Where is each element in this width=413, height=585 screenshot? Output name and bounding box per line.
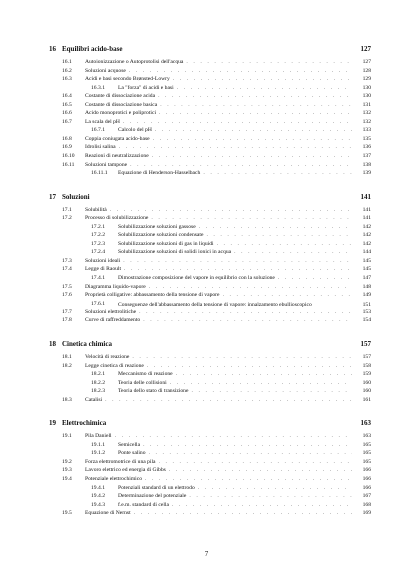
section-entry[interactable] xyxy=(49,467,371,476)
entry-title: Soluzioni acquose xyxy=(85,67,126,74)
subsection-entry[interactable] xyxy=(49,450,371,459)
entry-page: 149 xyxy=(362,292,371,299)
dot-leader xyxy=(203,170,352,176)
entry-number: 16.7 xyxy=(62,118,72,125)
entry-page: 144 xyxy=(362,249,371,256)
subsection-entry[interactable] xyxy=(49,170,371,179)
entry-title: Solubilizzazione soluzioni condensate xyxy=(118,232,204,239)
entry-page: 129 xyxy=(362,76,371,83)
entry-title: Potenziali standard di un elettrodo xyxy=(118,484,195,491)
dot-leader xyxy=(123,258,352,264)
chapter-number: 19 xyxy=(49,419,56,428)
entry-title: Acidi e basi secondo Brønsted-Lowry xyxy=(85,76,170,83)
dot-leader xyxy=(234,249,352,255)
dot-leader xyxy=(123,119,352,125)
section-entry[interactable] xyxy=(49,510,371,519)
dot-leader xyxy=(145,476,352,482)
entry-page: 132 xyxy=(362,110,371,117)
entry-title: Curve di raffreddamento xyxy=(85,317,141,324)
entry-number: 16.1 xyxy=(62,59,72,65)
entry-number: 18.2.2 xyxy=(91,379,105,386)
dot-leader xyxy=(119,144,352,150)
entry-page: 166 xyxy=(362,484,371,491)
entry-number: 17.5 xyxy=(62,283,72,290)
entry-page: 137 xyxy=(362,153,371,160)
table-of-contents xyxy=(49,45,371,519)
section-entry[interactable] xyxy=(49,215,371,224)
entry-number: 18.2.3 xyxy=(91,388,105,395)
dot-leader xyxy=(147,363,352,369)
entry-number: 16.3 xyxy=(62,76,72,83)
entry-number: 17.2.2 xyxy=(91,232,105,239)
dot-leader xyxy=(186,59,352,65)
entry-number: 17.8 xyxy=(62,317,72,324)
dot-leader xyxy=(159,459,352,465)
section-entry[interactable] xyxy=(49,153,371,162)
entry-number: 16.10 xyxy=(62,153,75,160)
section-entry[interactable] xyxy=(49,266,371,275)
section-entry[interactable] xyxy=(49,144,371,153)
entry-page: 167 xyxy=(362,493,371,500)
section-entry[interactable] xyxy=(49,433,371,442)
entry-title: Costante di dissociazione basica xyxy=(85,101,158,108)
entry-title: Soluzioni elettrolitiche xyxy=(85,308,137,315)
entry-number: 16.3.1 xyxy=(91,84,105,91)
entry-page: 141 xyxy=(362,215,371,222)
entry-number: 19.1.2 xyxy=(91,450,105,457)
entry-title: Equazione di Henderson-Hasselbach xyxy=(118,170,201,177)
entry-page: 158 xyxy=(362,362,371,369)
entry-number: 17.4 xyxy=(62,266,72,273)
entry-number: 16.2 xyxy=(62,67,72,74)
entry-page: 157 xyxy=(362,353,371,360)
entry-page: 142 xyxy=(362,232,371,239)
entry-title: Forza elettromotrice di una pila xyxy=(85,458,156,465)
entry-title: Determinazione del potenziale xyxy=(118,493,187,500)
dot-leader xyxy=(105,397,352,403)
entry-title: Idrolisi salina xyxy=(85,144,116,151)
entry-page: 130 xyxy=(362,93,371,100)
section-entry[interactable] xyxy=(49,76,371,85)
dot-leader xyxy=(143,317,352,323)
entry-number: 19.1 xyxy=(62,433,72,440)
chapter-heading[interactable] xyxy=(49,340,371,350)
entry-title: Soluzioni tampone xyxy=(85,161,128,168)
chapter-page: 163 xyxy=(360,419,371,428)
dot-leader xyxy=(189,493,352,499)
subsection-entry[interactable] xyxy=(49,224,371,233)
entry-page: 147 xyxy=(362,275,371,282)
dot-leader xyxy=(152,153,352,159)
entry-title: La scala del pH xyxy=(85,118,120,125)
entry-page: 151 xyxy=(362,301,371,308)
dot-leader xyxy=(153,136,352,142)
dot-leader xyxy=(172,502,352,508)
entry-page: 130 xyxy=(362,84,371,91)
section-entry[interactable] xyxy=(49,354,371,363)
dot-leader xyxy=(191,388,352,394)
entry-page: 169 xyxy=(362,510,371,517)
entry-page: 141 xyxy=(362,206,371,213)
subsection-entry[interactable] xyxy=(49,502,371,511)
entry-title: Coppia coniugata acido-base xyxy=(85,135,150,142)
entry-title: Processo di solubilizzazione xyxy=(85,215,149,222)
entry-page: 165 xyxy=(362,458,371,465)
entry-number: 17.6 xyxy=(62,292,72,299)
chapter-number: 16 xyxy=(49,45,56,53)
entry-page: 148 xyxy=(362,283,371,290)
entry-number: 16.11.1 xyxy=(91,170,108,177)
entry-title: Solubilizzazione soluzioni gassose xyxy=(118,223,196,230)
section-entry[interactable] xyxy=(49,93,371,102)
entry-page: 127 xyxy=(362,59,371,65)
entry-title: Legge di Raoult xyxy=(85,266,122,273)
section-entry[interactable] xyxy=(49,363,371,372)
section-entry[interactable] xyxy=(49,459,371,468)
entry-number: 18.3 xyxy=(62,396,72,403)
entry-number: 17.1 xyxy=(62,206,72,213)
entry-page: 165 xyxy=(362,450,371,457)
chapter-heading[interactable] xyxy=(49,419,371,429)
entry-number: 16.11 xyxy=(62,161,75,168)
dot-leader xyxy=(134,510,352,516)
entry-title: Calcolo del pH xyxy=(118,127,152,134)
entry-number: 16.8 xyxy=(62,135,72,142)
entry-number: 17.7 xyxy=(62,308,72,315)
subsection-entry[interactable] xyxy=(49,127,371,136)
section-entry[interactable] xyxy=(49,162,371,171)
entry-title: Solubilità xyxy=(85,206,107,213)
entry-page: 132 xyxy=(362,118,371,125)
entry-page: 160 xyxy=(362,388,371,395)
entry-title: Legge cinetica di reazione xyxy=(85,362,144,369)
entry-title: La "forza" di acidi e basi xyxy=(118,84,174,91)
subsection-entry[interactable] xyxy=(49,249,371,258)
section-entry[interactable] xyxy=(49,317,371,326)
page-number: 7 xyxy=(204,550,209,558)
dot-leader xyxy=(176,371,352,377)
entry-title: Soluzioni ideali xyxy=(85,257,121,264)
dot-leader xyxy=(278,275,352,281)
entry-title: Costante di dissociazione acida xyxy=(85,93,156,100)
section-entry[interactable] xyxy=(49,207,371,216)
entry-page: 166 xyxy=(362,467,371,474)
entry-page: 138 xyxy=(362,161,371,168)
entry-number: 18.2.1 xyxy=(91,371,105,378)
dot-leader xyxy=(199,224,352,230)
chapter-title: Cinetica chimica xyxy=(62,339,112,348)
entry-page: 161 xyxy=(362,396,371,403)
entry-title: Pila Daniell xyxy=(85,433,112,440)
dot-leader xyxy=(124,266,352,272)
dot-leader xyxy=(198,485,352,491)
chapter-heading[interactable] xyxy=(49,45,371,55)
entry-number: 16.6 xyxy=(62,110,72,117)
entry-number: 19.2 xyxy=(62,458,72,465)
entry-page: 131 xyxy=(362,101,371,108)
section-entry[interactable] xyxy=(49,476,371,485)
entry-number: 18.1 xyxy=(62,353,72,360)
entry-number: 19.4.3 xyxy=(91,501,105,508)
dot-leader xyxy=(173,76,352,82)
entry-number: 19.4 xyxy=(62,475,72,482)
dot-leader xyxy=(170,380,352,386)
dot-leader xyxy=(158,93,352,99)
entry-title: Proprietà colligative: abbassamento della tensione di vapore xyxy=(85,292,220,299)
subsection-entry[interactable] xyxy=(49,371,371,380)
dot-leader xyxy=(149,450,352,456)
subsection-entry[interactable] xyxy=(49,301,371,309)
chapter-number: 18 xyxy=(49,339,56,348)
chapter-title: Soluzioni xyxy=(62,192,90,201)
entry-number: 19.1.1 xyxy=(91,441,105,448)
dot-leader xyxy=(206,232,352,238)
subsection-entry[interactable] xyxy=(49,275,371,284)
entry-page: 145 xyxy=(362,266,371,273)
entry-title: Dimostrazione composizione del vapore in equilibrio con la soluzione xyxy=(118,275,275,282)
entry-title: Catalisi xyxy=(85,396,103,403)
entry-number: 19.4.2 xyxy=(91,493,105,500)
entry-page: 159 xyxy=(362,371,371,378)
dot-leader xyxy=(160,102,352,108)
entry-title: Ponte salino xyxy=(118,450,146,457)
entry-page: 139 xyxy=(362,170,371,177)
entry-page: 153 xyxy=(362,308,371,315)
dot-leader xyxy=(149,284,352,290)
entry-number: 16.9 xyxy=(62,144,72,151)
entry-page: 133 xyxy=(362,127,371,134)
subsection-entry[interactable] xyxy=(49,493,371,502)
section-entry[interactable] xyxy=(49,136,371,145)
entry-page: 160 xyxy=(362,379,371,386)
entry-page: 142 xyxy=(362,223,371,230)
entry-number: 16.5 xyxy=(62,101,72,108)
entry-page: 165 xyxy=(362,441,371,448)
entry-page: 135 xyxy=(362,135,371,142)
chapter-title: Equilibri acido-base xyxy=(62,45,123,53)
section-entry[interactable] xyxy=(49,397,371,406)
entry-title: Potenziale elettrochimico xyxy=(85,475,143,482)
entry-title: Equazione di Nernst xyxy=(85,510,131,517)
entry-number: 19.5 xyxy=(62,510,72,517)
entry-title: Autoionizzazione o Autoprotolisi dell'acqua xyxy=(85,59,184,65)
entry-number: 17.2.4 xyxy=(91,249,105,256)
entry-number: 17.6.1 xyxy=(91,300,105,307)
entry-title: Teoria delle collisioni xyxy=(118,379,167,386)
subsection-entry[interactable] xyxy=(49,485,371,494)
section-entry[interactable] xyxy=(49,292,371,301)
entry-page: 163 xyxy=(362,433,371,440)
entry-number: 18.2 xyxy=(62,362,72,369)
section-entry[interactable] xyxy=(49,119,371,128)
entry-title: Conseguenze dell'abbassamento della tensione di vapore: innalzamento ebullioscopico xyxy=(118,301,312,308)
section-entry[interactable] xyxy=(49,68,371,77)
entry-number: 17.4.1 xyxy=(91,275,105,282)
section-entry[interactable] xyxy=(49,284,371,293)
subsection-entry[interactable] xyxy=(49,442,371,451)
entry-title: Meccanismo di reazione xyxy=(118,371,173,378)
section-entry[interactable] xyxy=(49,102,371,111)
entry-title: Teoria dello stato di transizione xyxy=(118,388,189,395)
section-entry[interactable] xyxy=(49,258,371,267)
entry-number: 17.2.1 xyxy=(91,223,105,230)
entry-page: 168 xyxy=(362,501,371,508)
entry-title: Lavoro elettrico ed energia di Gibbs xyxy=(85,467,166,474)
chapter-page: 127 xyxy=(360,45,371,53)
entry-page: 166 xyxy=(362,475,371,482)
dot-leader xyxy=(177,85,352,91)
entry-number: 19.3 xyxy=(62,467,72,474)
subsection-entry[interactable] xyxy=(49,241,371,250)
chapter-page: 157 xyxy=(360,339,371,348)
dot-leader xyxy=(143,442,352,448)
entry-number: 16.7.1 xyxy=(91,127,105,134)
entry-number: 17.2.3 xyxy=(91,240,105,247)
entry-page: 154 xyxy=(362,317,371,324)
entry-title: Velocità di reazione xyxy=(85,353,130,360)
entry-number: 16.4 xyxy=(62,93,72,100)
dot-leader xyxy=(217,241,352,247)
entry-title: Semicella xyxy=(118,441,141,448)
subsection-entry[interactable] xyxy=(49,380,371,389)
entry-number: 17.2 xyxy=(62,215,72,222)
section-entry[interactable] xyxy=(49,110,371,119)
subsection-entry[interactable] xyxy=(49,232,371,241)
entry-page: 145 xyxy=(362,257,371,264)
dot-leader xyxy=(129,68,352,74)
entry-title: Solubilizzazione soluzioni di gas in liquidi xyxy=(118,240,214,247)
entry-number: 17.3 xyxy=(62,257,72,264)
entry-title: Acido monoprotici e poliprotici xyxy=(85,110,156,117)
entry-title: Reazioni di neutralizzazione xyxy=(85,153,149,160)
entry-title: f.e.m. standard di cella xyxy=(118,501,169,508)
dot-leader xyxy=(151,215,352,221)
dot-leader xyxy=(132,354,352,360)
subsection-entry[interactable] xyxy=(49,85,371,94)
dot-leader xyxy=(110,207,352,213)
dot-leader xyxy=(169,467,352,473)
dot-leader xyxy=(115,433,352,439)
chapter-title: Elettrochimica xyxy=(62,419,107,428)
dot-leader xyxy=(159,110,352,116)
dot-leader xyxy=(139,309,352,315)
entry-title: Solubilizzazione soluzioni di solidi ionici in acqua xyxy=(118,249,232,256)
chapter-heading[interactable] xyxy=(49,193,371,203)
section-entry[interactable] xyxy=(49,59,371,68)
entry-page: 128 xyxy=(362,67,371,74)
dot-leader xyxy=(130,162,352,168)
dot-leader xyxy=(155,127,352,133)
subsection-entry[interactable] xyxy=(49,388,371,397)
chapter-page: 141 xyxy=(360,192,371,201)
chapter-number: 17 xyxy=(49,192,56,201)
dot-leader xyxy=(223,292,352,298)
entry-title: Diagramma liquido-vapore xyxy=(85,283,146,290)
entry-page: 142 xyxy=(362,240,371,247)
entry-page: 136 xyxy=(362,144,371,151)
entry-number: 19.4.1 xyxy=(91,484,105,491)
